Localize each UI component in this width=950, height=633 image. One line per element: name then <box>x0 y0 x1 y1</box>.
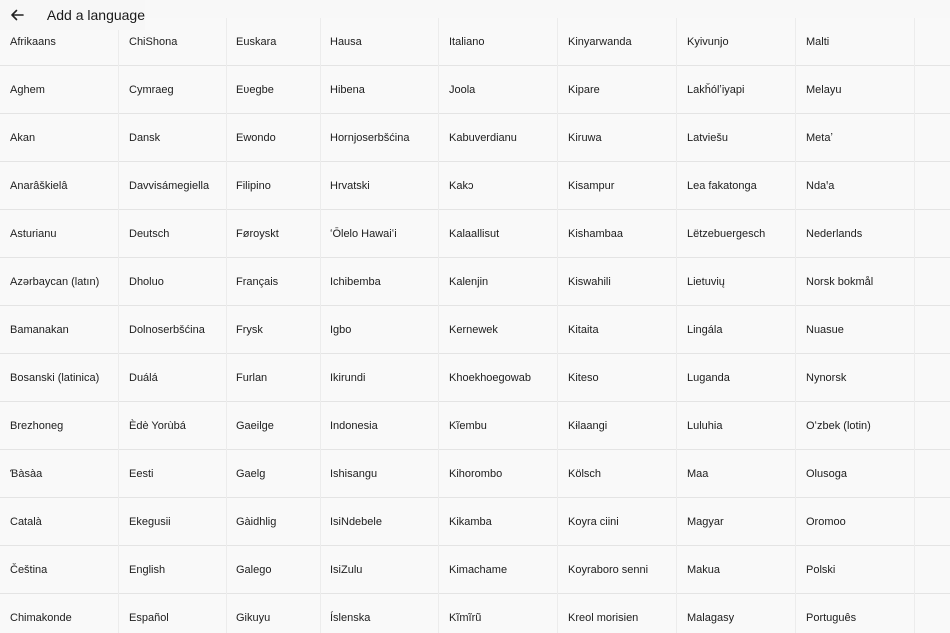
language-option[interactable]: Kipare <box>568 83 600 96</box>
language-option[interactable]: Kölsch <box>568 467 602 480</box>
language-option[interactable]: Igbo <box>330 323 352 336</box>
language-option[interactable]: Èdè Yorùbá <box>129 419 186 432</box>
language-option[interactable]: Kyivunjo <box>687 35 729 48</box>
language-option[interactable]: Frysk <box>236 323 263 336</box>
language-option[interactable]: Olusoga <box>806 467 847 480</box>
language-option[interactable]: Melayu <box>806 83 842 96</box>
language-option[interactable]: Italiano <box>449 35 485 48</box>
language-option[interactable]: Davvisámegiella <box>129 179 210 192</box>
language-option[interactable]: Kĩmĩrũ <box>449 611 482 624</box>
language-option[interactable]: Maa <box>687 467 709 480</box>
language-option[interactable]: Ikirundi <box>330 371 366 384</box>
language-option[interactable]: Akan <box>10 131 36 144</box>
language-option[interactable]: Gaelg <box>236 467 266 480</box>
language-row <box>0 114 950 162</box>
language-option[interactable]: Kreol morisien <box>568 611 639 624</box>
language-option[interactable]: Íslenska <box>330 611 371 624</box>
language-option[interactable]: Hornjoserbšćina <box>330 131 410 144</box>
language-option[interactable]: Makua <box>687 563 721 576</box>
language-option[interactable]: Cymraeg <box>129 83 174 96</box>
column-divider <box>438 18 439 633</box>
language-option[interactable]: Kakɔ <box>449 179 474 192</box>
language-row <box>0 498 950 546</box>
language-option[interactable]: Kinyarwanda <box>568 35 632 48</box>
language-option[interactable]: Joola <box>449 83 476 96</box>
language-option[interactable]: Oʻzbek (lotin) <box>806 419 871 432</box>
language-option[interactable]: Lëtzebuergesch <box>687 227 766 240</box>
language-option[interactable]: Lingála <box>687 323 723 336</box>
language-option[interactable]: Español <box>129 611 169 624</box>
language-option[interactable]: Kisampur <box>568 179 615 192</box>
language-option[interactable]: Ewondo <box>236 131 276 144</box>
language-option[interactable]: Gàidhlig <box>236 515 277 528</box>
language-option[interactable]: Norsk bokmål <box>806 275 874 288</box>
language-option[interactable]: Gikuyu <box>236 611 271 624</box>
language-option[interactable]: Kiswahili <box>568 275 611 288</box>
language-option[interactable]: Hibena <box>330 83 365 96</box>
language-row <box>0 402 950 450</box>
language-option[interactable]: Latviešu <box>687 131 728 144</box>
language-option[interactable]: Hrvatski <box>330 179 370 192</box>
language-option[interactable]: Filipino <box>236 179 271 192</box>
page-title: Add a language <box>46 7 145 23</box>
language-option[interactable]: Nederlands <box>806 227 863 240</box>
language-option[interactable]: Kiteso <box>568 371 599 384</box>
language-option[interactable]: Aghem <box>10 83 45 96</box>
language-option[interactable]: IsiZulu <box>330 563 363 576</box>
language-option[interactable]: Dholuo <box>129 275 164 288</box>
language-option[interactable]: ChiShona <box>129 35 178 48</box>
language-option[interactable]: Nuasue <box>806 323 844 336</box>
language-option[interactable]: Malti <box>806 35 830 48</box>
language-row <box>0 594 950 633</box>
language-option[interactable]: Bosanski (latinica) <box>10 371 100 384</box>
language-option[interactable]: IsiNdebele <box>330 515 382 528</box>
language-option[interactable]: Asturianu <box>10 227 57 240</box>
language-row <box>0 210 950 258</box>
language-option[interactable]: Kabuverdianu <box>449 131 517 144</box>
language-row <box>0 258 950 306</box>
column-divider <box>226 18 227 633</box>
language-option[interactable]: Deutsch <box>129 227 170 240</box>
column-divider <box>118 18 119 633</box>
language-option[interactable]: Català <box>10 515 42 528</box>
language-row <box>0 162 950 210</box>
language-option[interactable]: Kitaita <box>568 323 599 336</box>
language-option[interactable]: Dansk <box>129 131 161 144</box>
language-option[interactable]: Duálá <box>129 371 158 384</box>
column-divider <box>557 18 558 633</box>
language-option[interactable]: Bamanakan <box>10 323 69 336</box>
language-option[interactable]: Anarâškielâ <box>10 179 68 192</box>
arrow-left-icon <box>10 8 24 22</box>
language-option[interactable]: Kishambaa <box>568 227 624 240</box>
language-option[interactable]: Magyar <box>687 515 724 528</box>
language-option[interactable]: Euskara <box>236 35 277 48</box>
language-option[interactable]: Brezhoneg <box>10 419 64 432</box>
language-option[interactable]: Čeština <box>10 563 48 576</box>
language-option[interactable]: Oromoo <box>806 515 846 528</box>
language-option[interactable]: Ishisangu <box>330 467 378 480</box>
language-option[interactable]: Ekegusii <box>129 515 171 528</box>
language-option[interactable]: Eʋegbe <box>236 83 274 96</box>
back-button[interactable] <box>0 1 34 29</box>
language-option[interactable]: English <box>129 563 166 576</box>
language-option[interactable]: Indonesia <box>330 419 378 432</box>
language-option[interactable]: Furlan <box>236 371 268 384</box>
language-option[interactable]: Ɓàsàa <box>10 467 43 480</box>
language-option[interactable]: Polski <box>806 563 836 576</box>
language-option[interactable]: Português <box>806 611 857 624</box>
language-option[interactable]: Ndaꞌa <box>806 179 835 192</box>
language-option[interactable]: Afrikaans <box>10 35 56 48</box>
language-grid <box>0 18 950 633</box>
language-option[interactable]: Lea fakatonga <box>687 179 757 192</box>
language-option[interactable]: Lietuvių <box>687 275 725 288</box>
language-option[interactable]: Kihorombo <box>449 467 503 480</box>
language-row <box>0 354 950 402</box>
language-option[interactable]: Føroyskt <box>236 227 279 240</box>
language-option[interactable]: Français <box>236 275 279 288</box>
language-row <box>0 546 950 594</box>
language-option[interactable]: Chimakonde <box>10 611 72 624</box>
column-divider <box>795 18 796 633</box>
language-option[interactable]: Khoekhoegowab <box>449 371 531 384</box>
language-option[interactable]: Kimachame <box>449 563 508 576</box>
column-divider <box>914 18 915 633</box>
header-bar <box>0 0 145 30</box>
language-option[interactable]: Kalenjin <box>449 275 489 288</box>
language-option[interactable]: Koyraboro senni <box>568 563 649 576</box>
language-option[interactable]: Lakȟólʼiyapi <box>687 83 745 96</box>
language-option[interactable]: Koyra ciini <box>568 515 619 528</box>
language-option[interactable]: Ichibemba <box>330 275 381 288</box>
language-option[interactable]: Kɨlaangi <box>568 419 608 432</box>
language-option[interactable]: Kernewek <box>449 323 498 336</box>
language-option[interactable]: Dolnoserbšćina <box>129 323 205 336</box>
column-divider <box>320 18 321 633</box>
language-option[interactable]: Metaʼ <box>806 131 833 144</box>
language-option[interactable]: Galego <box>236 563 272 576</box>
language-option[interactable]: Kikamba <box>449 515 492 528</box>
language-option[interactable]: Luganda <box>687 371 730 384</box>
language-option[interactable]: Kiruwa <box>568 131 602 144</box>
language-row <box>0 66 950 114</box>
language-option[interactable]: Malagasy <box>687 611 735 624</box>
language-option[interactable]: Eesti <box>129 467 154 480</box>
language-option[interactable]: ʻŌlelo Hawaiʻi <box>330 227 397 240</box>
language-option[interactable]: Kĩembu <box>449 419 487 432</box>
column-divider <box>676 18 677 633</box>
language-option[interactable]: Hausa <box>330 35 362 48</box>
language-row <box>0 450 950 498</box>
language-option[interactable]: Kalaallisut <box>449 227 500 240</box>
language-option[interactable]: Nynorsk <box>806 371 847 384</box>
language-option[interactable]: Azərbaycan (latın) <box>10 275 100 288</box>
language-option[interactable]: Luluhia <box>687 419 723 432</box>
language-option[interactable]: Gaeilge <box>236 419 274 432</box>
language-row <box>0 306 950 354</box>
